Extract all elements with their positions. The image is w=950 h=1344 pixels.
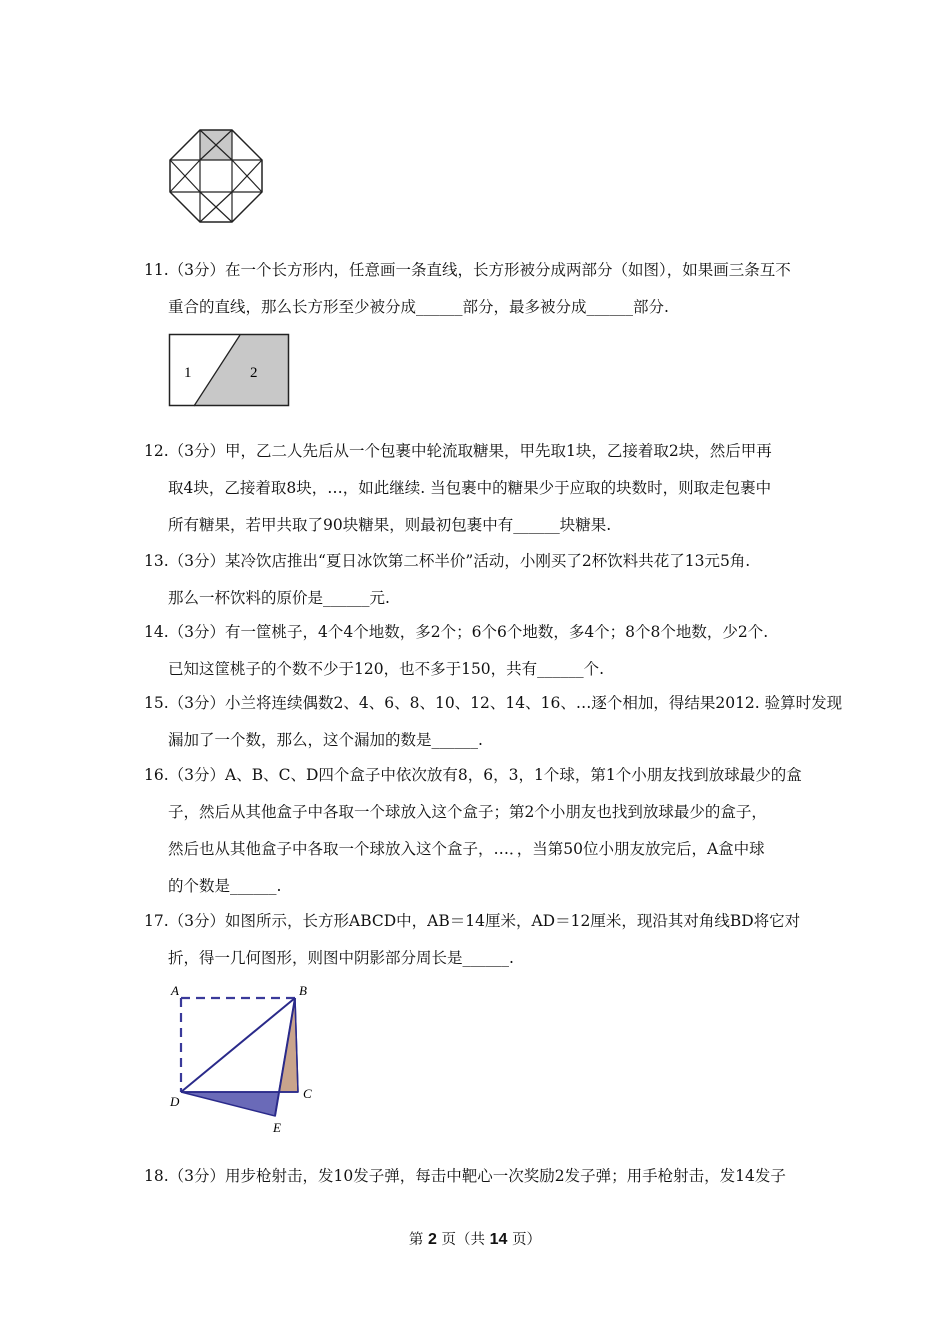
footer-page-number: 2 <box>428 1231 437 1248</box>
rectangle-split-figure <box>168 333 292 409</box>
question-11 <box>144 252 814 326</box>
footer-total-pages: 14 <box>489 1231 508 1248</box>
shaded-blue-region <box>181 1092 279 1116</box>
question-13 <box>144 543 814 617</box>
q12-line2: 取4块，乙接着取8块，…，如此继续. 当包裹中的糖果少于应取的块数时，则取走包裹中 <box>168 479 772 497</box>
q17-line1: 17.（3分）如图所示，长方形ABCD中，AB＝14厘米，AD＝12厘米，现沿其对角线BD将它对 <box>144 912 801 930</box>
q16-line1: 16.（3分）A、B、C、D四个盒子中依次放有8，6，3，1个球，第1个小朋友找到放球最少的盒 <box>144 766 802 784</box>
region-label-1: 1 <box>184 365 192 381</box>
question-14 <box>144 614 814 688</box>
footer-mid: 页（共 <box>441 1232 486 1248</box>
vertex-label-e: E <box>273 1120 281 1135</box>
footer-suffix: 页） <box>512 1232 542 1248</box>
q14-line1: 14.（3分）有一筐桃子，4个4个地数，多2个；6个6个地数，多4个；8个8个地数，少2个. <box>144 623 769 641</box>
vertex-label-a: A <box>171 983 179 998</box>
page-footer <box>0 1228 950 1249</box>
vertex-label-c: C <box>303 1086 312 1101</box>
q17-line2: 折，得一几何图形，则图中阴影部分周长是______. <box>168 949 514 967</box>
octagon-grid-figure <box>168 128 264 224</box>
q16-line3: 然后也从其他盒子中各取一个球放入这个盒子，…．，当第50位小朋友放完后，A盒中球 <box>168 840 765 858</box>
question-15 <box>144 685 843 759</box>
folded-rectangle-figure <box>165 982 325 1138</box>
q15-line1: 15.（3分）小兰将连续偶数2、4、6、8、10、12、14、16、…逐个相加，得结果2012. 验算时发现 <box>144 694 843 712</box>
question-16 <box>144 757 814 905</box>
q16-line4: 的个数是______. <box>168 877 282 895</box>
q15-line2: 漏加了一个数，那么，这个漏加的数是______. <box>168 731 483 749</box>
q12-line1: 12.（3分）甲，乙二人先后从一个包裹中轮流取糖果，甲先取1块，乙接着取2块，然后甲再 <box>144 442 772 460</box>
q14-line2: 已知这筐桃子的个数不少于120，也不多于150，共有______个. <box>168 660 605 678</box>
q11-line1: 11.（3分）在一个长方形内，任意画一条直线，长方形被分成两部分（如图），如果画三条互不 <box>144 261 791 279</box>
question-18 <box>144 1158 814 1195</box>
q13-line2: 那么一杯饮料的原价是______元. <box>168 589 390 607</box>
q12-line3: 所有糖果，若甲共取了90块糖果，则最初包裹中有______块糖果. <box>168 516 612 534</box>
q18-line1: 18.（3分）用步枪射击，发10发子弹，每击中靶心一次奖励2发子弹；用手枪射击，发14发子 <box>144 1167 786 1185</box>
footer-prefix: 第 <box>408 1232 424 1248</box>
question-17 <box>144 903 814 977</box>
vertex-label-d: D <box>170 1094 180 1109</box>
vertex-label-b: B <box>299 983 307 998</box>
region-label-2: 2 <box>250 365 258 381</box>
q11-line2: 重合的直线，那么长方形至少被分成______部分，最多被分成______部分. <box>168 298 669 316</box>
q13-line1: 13.（3分）某冷饮店推出“夏日冰饮第二杯半价”活动，小刚买了2杯饮料共花了13元5角. <box>144 552 751 570</box>
question-12 <box>144 433 814 544</box>
q16-line2: 子，然后从其他盒子中各取一个球放入这个盒子；第2个小朋友也找到放球最少的盒子， <box>168 803 767 821</box>
